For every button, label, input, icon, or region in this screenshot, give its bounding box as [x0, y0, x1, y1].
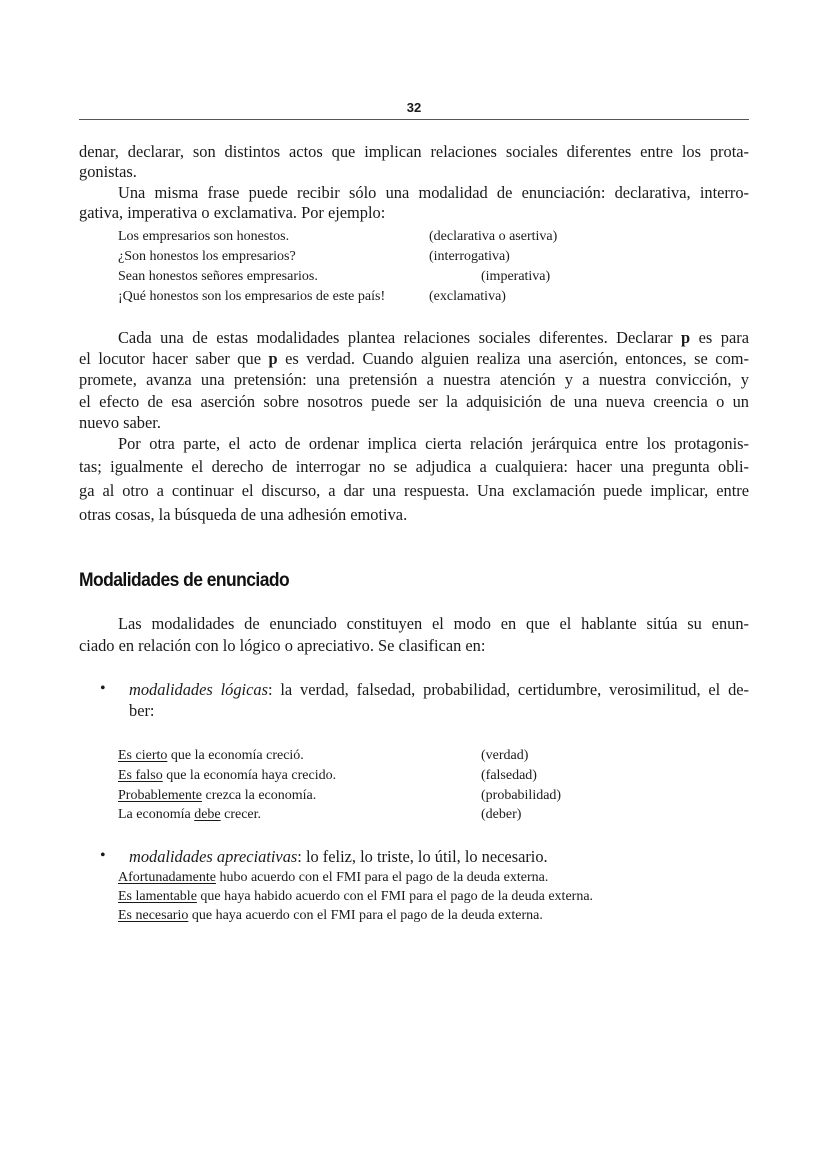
body-line: Por otra parte, el acto de ordenar implica cierta relación jerárquica entre los protagonis- — [118, 434, 749, 453]
underlined-term: debe — [194, 807, 221, 822]
underlined-term: Es lamentable — [118, 889, 197, 904]
example-label: (imperativa) — [481, 269, 551, 284]
body-line: gativa, imperativa o exclamativa. Por ejemplo: — [79, 203, 386, 222]
body-line — [129, 680, 749, 700]
body-line: otras cosas, la búsqueda de una adhesión emotiva. — [79, 505, 408, 524]
example-label: (probabilidad) — [481, 788, 562, 803]
body-line: gonistas. — [79, 162, 137, 181]
example-sentence — [118, 869, 548, 887]
body-line: denar, declarar, son distintos actos que implican relaciones sociales diferentes entre los prota- — [79, 142, 749, 161]
underlined-term: Es falso — [118, 768, 163, 783]
text: que la economía haya crecido. — [162, 768, 337, 783]
text: es para — [698, 328, 749, 347]
example-sentence — [118, 806, 261, 824]
text: que haya acuerdo con el FMI para el pago de la deuda externa. — [188, 908, 543, 923]
body-line: el efecto de esa aserción sobre nosotros puede ser la adquisición de una nueva creencia o un — [79, 392, 749, 411]
text: : lo feliz, lo triste, lo útil, lo necesario. — [297, 847, 548, 866]
underlined-term: Probablemente — [118, 788, 202, 803]
example-sentence: ¡Qué honestos son los empresarios de este país! — [118, 289, 386, 304]
term: modalidades lógicas — [129, 680, 268, 699]
term: modalidades apreciativas — [129, 847, 298, 866]
body-line: ber: — [129, 701, 155, 720]
text: : la verdad, falsedad, probabilidad, certidumbre, verosimilitud, el de- — [267, 680, 750, 699]
body-line: ciado en relación con lo lógico o apreciativo. Se clasifican en: — [79, 636, 486, 655]
header-rule — [79, 119, 749, 120]
text: hubo acuerdo con el FMI para el pago de la deuda externa. — [215, 870, 549, 885]
example-sentence: Sean honestos señores empresarios. — [118, 269, 318, 284]
text: que haya habido acuerdo con el FMI para el pago de la deuda externa. — [196, 889, 594, 904]
text: que la economía creció. — [167, 748, 304, 763]
body-line: tas; igualmente el derecho de interrogar no se adjudica a cualquiera: hacer una pregunta obli- — [79, 457, 749, 476]
text: crezca la economía. — [201, 788, 317, 803]
text: crecer. — [220, 807, 262, 822]
example-label: (declarativa o asertiva) — [429, 229, 558, 244]
example-sentence — [118, 747, 304, 765]
bold-p: p — [681, 328, 691, 347]
body-line — [129, 847, 799, 867]
body-line: Una misma frase puede recibir sólo una modalidad de enunciación: declarativa, interro- — [118, 183, 749, 202]
text: La economía — [118, 807, 195, 822]
body-line: nuevo saber. — [79, 413, 161, 432]
example-label: (verdad) — [481, 748, 529, 763]
example-label: (falsedad) — [481, 768, 537, 783]
text: el locutor hacer saber que — [79, 349, 261, 368]
body-line: promete, avanza una pretensión: una pretensión a nuestra atención y a nuestra convicción, y — [79, 370, 749, 389]
example-sentence — [118, 888, 593, 906]
example-sentence: ¿Son honestos los empresarios? — [118, 249, 296, 264]
body-line: ga al otro a continuar el discurso, a dar una respuesta. Una exclamación puede implicar, entre — [79, 481, 749, 500]
underlined-term: Afortunadamente — [118, 870, 216, 885]
body-line: Las modalidades de enunciado constituyen el modo en que el hablante sitúa su enun- — [118, 614, 749, 633]
body-line — [79, 349, 749, 369]
example-sentence — [118, 767, 336, 785]
bullet: • — [100, 680, 106, 697]
body-line — [118, 328, 749, 348]
example-label: (interrogativa) — [429, 249, 510, 264]
page-number: 32 — [406, 100, 422, 115]
example-sentence — [118, 907, 543, 925]
example-label: (deber) — [481, 807, 522, 822]
example-sentence — [118, 787, 316, 805]
text: es verdad. Cuando alguien realiza una aserción, entonces, se com- — [285, 349, 749, 368]
underlined-term: Es cierto — [118, 748, 168, 763]
example-label: (exclamativa) — [429, 289, 506, 304]
underlined-term: Es necesario — [118, 908, 189, 923]
example-sentence: Los empresarios son honestos. — [118, 229, 290, 244]
section-heading: Modalidades de enunciado — [79, 570, 290, 591]
text: Cada una de estas modalidades plantea relaciones sociales diferentes. Declarar — [118, 328, 673, 347]
bold-p: p — [268, 349, 278, 368]
bullet: • — [100, 847, 106, 864]
